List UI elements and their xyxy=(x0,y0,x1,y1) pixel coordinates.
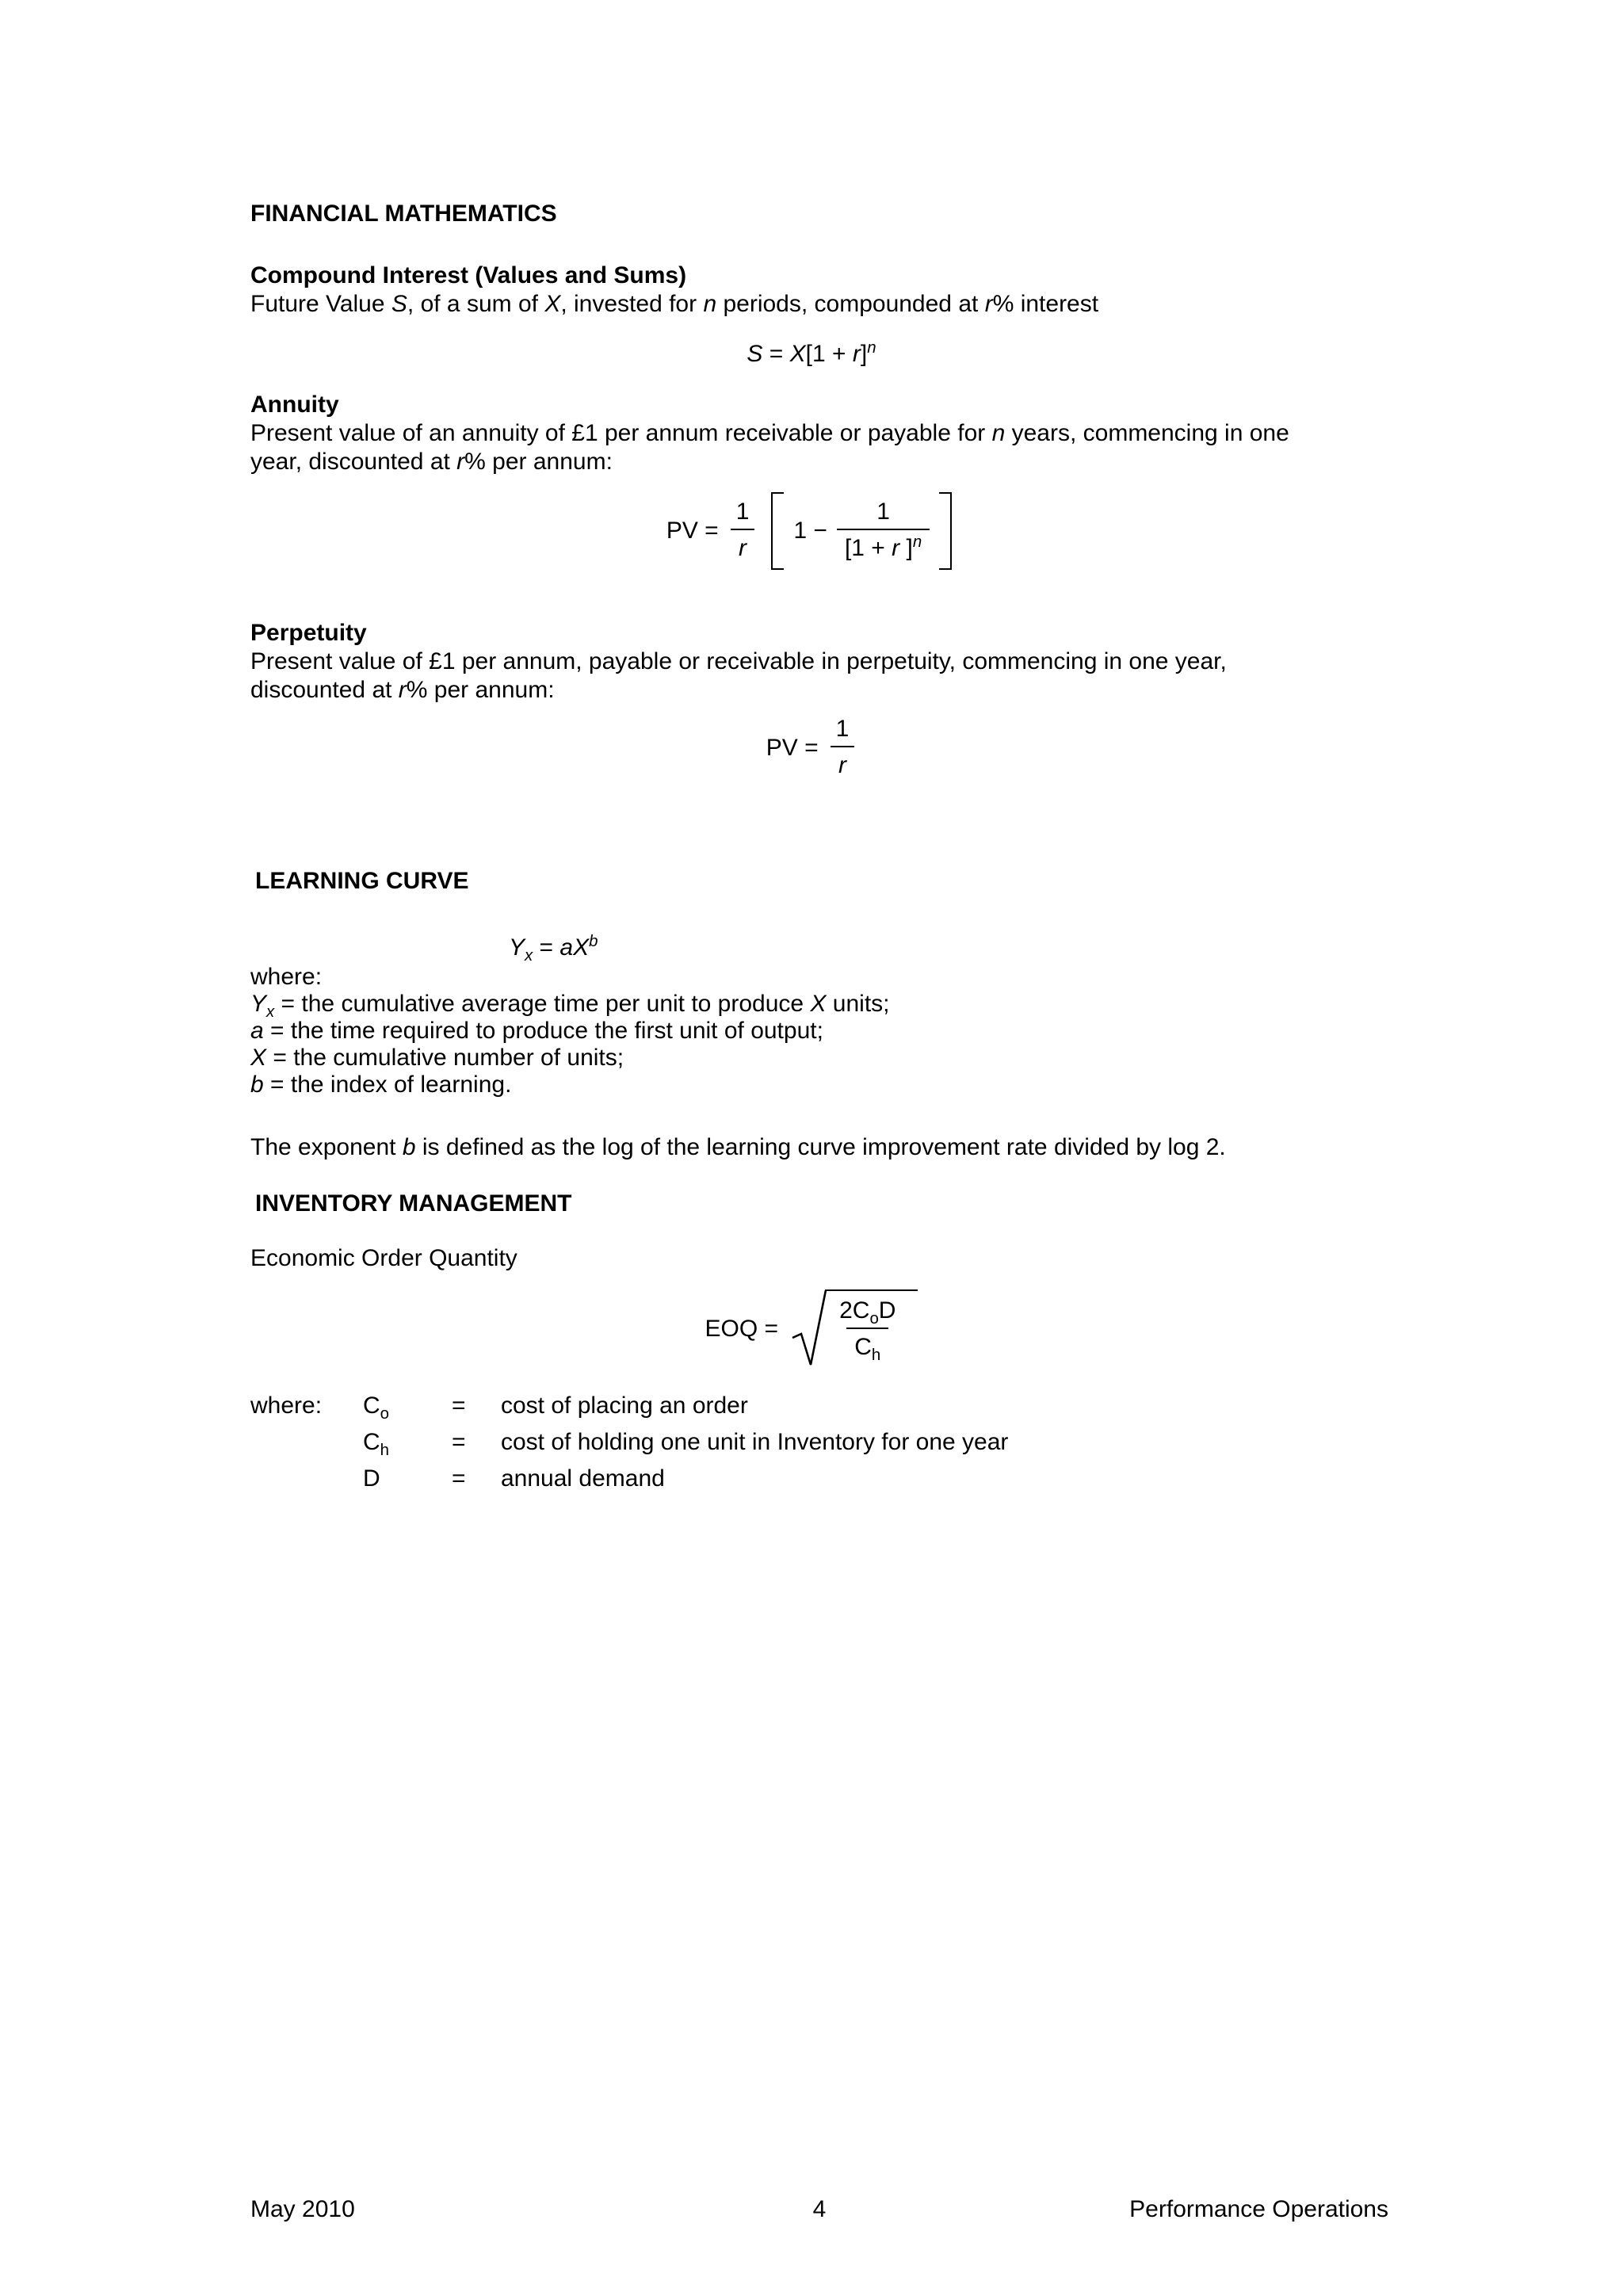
where-label: where: xyxy=(250,1392,323,1419)
compound-interest-formula: $S = X[1 + r]^n$ xyxy=(747,339,876,367)
equals-sign: = xyxy=(452,1465,466,1492)
compound-interest-intro: Future Value S, of a sum of X, invested for n periods, compounded at r% interest xyxy=(250,291,1099,317)
section-title-learning-curve: LEARNING CURVE xyxy=(255,868,469,894)
one-minus-term: 1 − xyxy=(793,518,827,544)
definition-text: cost of placing an order xyxy=(501,1392,748,1419)
fraction-numerator: 1 xyxy=(835,716,850,742)
fraction-denominator: r xyxy=(731,529,754,565)
section-title-inventory-management: INVENTORY MANAGEMENT xyxy=(255,1190,572,1217)
right-bracket xyxy=(939,492,952,570)
symbol-co: $C_o$ xyxy=(363,1392,390,1423)
definition-text: annual demand xyxy=(501,1465,665,1492)
fraction-denominator: r xyxy=(831,746,854,782)
fraction-numerator: 1 xyxy=(735,499,750,525)
compound-interest-heading: Compound Interest (Values and Sums) xyxy=(250,262,687,288)
eoq-formula xyxy=(250,1287,1373,1371)
fraction-one-over-r xyxy=(828,714,857,782)
learning-curve-note: The exponent b is defined as the log of the learning curve improvement rate divided by log 2. xyxy=(250,1134,1226,1160)
fraction-one-over-r xyxy=(728,497,758,565)
symbol-ch: $C_h$ xyxy=(363,1429,390,1459)
equals-sign: = xyxy=(452,1392,466,1419)
pv-label: PV = xyxy=(766,735,819,761)
left-bracket xyxy=(771,492,784,570)
learning-curve-definition: b = the index of learning. xyxy=(250,1072,512,1098)
perpetuity-heading: Perpetuity xyxy=(250,620,367,646)
footer-document-title: Performance Operations xyxy=(1129,2196,1388,2222)
annuity-intro: Present value of an annuity of £1 per annum receivable or payable for n years, commencing in one year, discounted at r% per annum: xyxy=(250,420,1289,475)
annuity-heading: Annuity xyxy=(250,392,339,418)
footer-date: May 2010 xyxy=(250,2196,355,2222)
learning-curve-where-label: where: xyxy=(250,964,323,990)
square-root xyxy=(791,1287,918,1371)
radical-sign-icon xyxy=(791,1287,827,1371)
eoq-subtitle: Economic Order Quantity xyxy=(250,1245,517,1271)
perpetuity-intro: Present value of £1 per annum, payable or receivable in perpetuity, commencing in one year, discounted at r% per annum: xyxy=(250,648,1227,703)
fraction-one-over-one-plus-r-pow-n xyxy=(837,497,930,565)
learning-curve-definition: X = the cumulative number of units; xyxy=(250,1045,624,1071)
eoq-where-table xyxy=(250,1392,1373,1493)
definition-text: cost of holding one unit in Inventory for one year xyxy=(501,1429,1009,1455)
fraction-denominator: [1 + r ]$^n$ xyxy=(837,529,930,565)
learning-curve-definition: a = the time required to produce the first unit of output; xyxy=(250,1018,823,1044)
equals-sign: = xyxy=(452,1429,466,1455)
fraction-numerator: 1 xyxy=(876,499,890,525)
learning-curve-definition: $Y_x$ = the cumulative average time per unit to produce X units; xyxy=(250,991,890,1021)
annuity-pv-formula xyxy=(250,497,1373,565)
fraction-numerator: $2C_oD$ xyxy=(839,1297,896,1328)
section-title-financial-mathematics: FINANCIAL MATHEMATICS xyxy=(250,201,557,227)
radicand xyxy=(825,1289,918,1364)
page-footer xyxy=(250,2195,1388,2224)
perpetuity-pv-formula xyxy=(250,714,1373,782)
page-number: 4 xyxy=(812,2196,827,2222)
eoq-label: EOQ = xyxy=(705,1316,779,1342)
symbol-d: D xyxy=(363,1465,380,1492)
fraction-denominator: $C_h$ xyxy=(846,1328,888,1364)
learning-curve-formula: $Y_x = aX^b$ xyxy=(509,933,598,965)
pv-label: PV = xyxy=(666,518,719,544)
fraction-2CoD-over-Ch xyxy=(831,1296,903,1364)
